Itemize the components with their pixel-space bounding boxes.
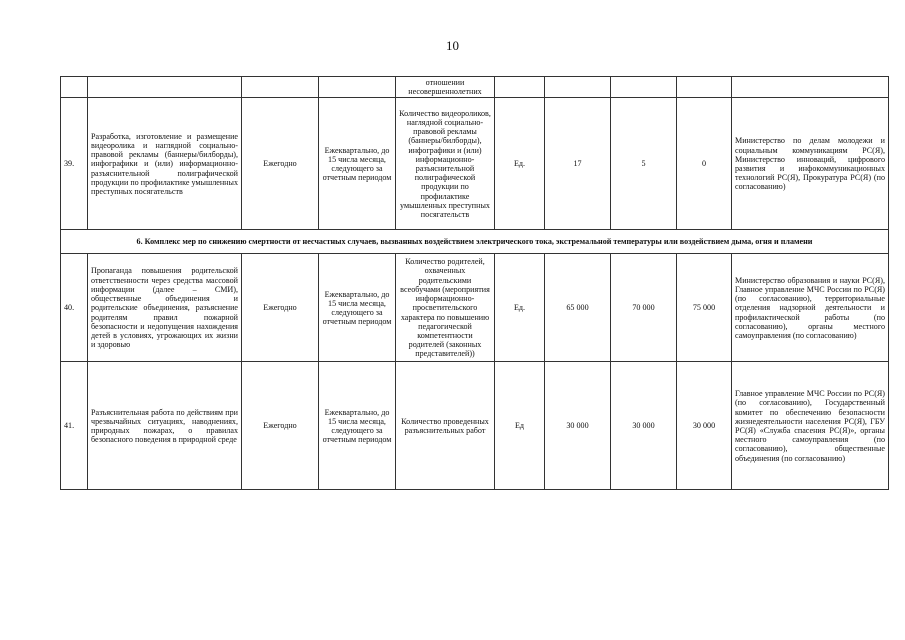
cell-resp [732, 77, 889, 98]
cell-indicator: Количество видеороликов, наглядной социально-правовой рекламы (баннеры/билборды), инфографики и (или) информационно-разъяснительной полиграфической продукции по профилактике умышленных преступных посягательств [396, 98, 495, 230]
cell-v2 [611, 77, 677, 98]
cell-report [319, 77, 396, 98]
cell-num [61, 77, 88, 98]
cell-indicator: Количество проведенных разъяснительных работ [396, 362, 495, 490]
cell-period: Ежегодно [242, 254, 319, 362]
cell-indicator: отношении несовершеннолетних [396, 77, 495, 98]
cell-num: 39. [61, 98, 88, 230]
cell-num: 40. [61, 254, 88, 362]
table-row-40 [61, 254, 889, 362]
cell-resp: Министерство образования и науки РС(Я), Главное управление МЧС России по РС(Я) (по согласованию), территориальные отделения надзорной деятельности и профилактической работы (по согласованию), органы местного самоуправления (по согласованию) [732, 254, 889, 362]
cell-desc: Разъяснительная работа по действиям при чрезвычайных ситуациях, наводнениях, природных пожарах, о правилах безопасного поведения в природной среде [88, 362, 242, 490]
cell-v1 [545, 77, 611, 98]
cell-v1: 30 000 [545, 362, 611, 490]
cell-v2: 5 [611, 98, 677, 230]
cell-unit: Ед [495, 362, 545, 490]
cell-v1: 65 000 [545, 254, 611, 362]
cell-desc [88, 77, 242, 98]
cell-report: Ежеквартально, до 15 числа месяца, следующего за отчетным периодом [319, 362, 396, 490]
cell-v3 [677, 77, 732, 98]
cell-indicator: Количество родителей, охваченных родительскими всеобучами (мероприятия информационно-просветительского характера по повышению педагогической компетентности родителей (законных представителей)) [396, 254, 495, 362]
page-number: 10 [446, 38, 459, 53]
cell-report: Ежеквартально, до 15 числа месяца, следующего за отчетным периодом [319, 98, 396, 230]
cell-v3: 75 000 [677, 254, 732, 362]
cell-unit [495, 77, 545, 98]
table-row-41 [61, 362, 889, 490]
cell-period: Ежегодно [242, 362, 319, 490]
cell-period [242, 77, 319, 98]
section-heading: 6. Комплекс мер по снижению смертности от несчастных случаев, вызванных воздействием электрического тока, экстремальной температуры или воздействием дыма, огня и пламени [61, 230, 889, 254]
cell-num: 41. [61, 362, 88, 490]
cell-v1: 17 [545, 98, 611, 230]
cell-report: Ежеквартально, до 15 числа месяца, следующего за отчетным периодом [319, 254, 396, 362]
cell-resp: Министерство по делам молодежи и социальным коммуникациям РС(Я), Министерство инноваций, цифрового развития и инфокоммуникационных технологий РС(Я), Прокуратура РС(Я) (по согласованию) [732, 98, 889, 230]
cell-v2: 30 000 [611, 362, 677, 490]
measures-table [60, 76, 889, 490]
cell-desc: Пропаганда повышения родительской ответственности через средства массовой информации (далее – СМИ), общественные объединения и родительские объединения, разъяснение родителям правил пожарной безопасности и недопущения нахождения детей в условиях, угрожающих их жизни и здоровью [88, 254, 242, 362]
table-row-39 [61, 98, 889, 230]
cell-unit: Ед. [495, 254, 545, 362]
cell-v3: 0 [677, 98, 732, 230]
cell-unit: Ед. [495, 98, 545, 230]
cell-desc: Разработка, изготовление и размещение видеоролика и наглядной социально-правовой рекламы (баннеры/билборды), инфографики и (или) информационно-разъяснительной полиграфической продукции по профилактике умышленных преступных посягательств [88, 98, 242, 230]
cell-v3: 30 000 [677, 362, 732, 490]
cell-period: Ежегодно [242, 98, 319, 230]
section-heading-row [61, 230, 889, 254]
cell-v2: 70 000 [611, 254, 677, 362]
cell-resp: Главное управление МЧС России по РС(Я) (по согласованию), Государственный комитет по обеспечению безопасности жизнедеятельности населения РС(Я), ГБУ РС(Я) «Служба спасения РС(Я)», органы местного самоуправления (по согласованию), общественные объединения (по согласованию) [732, 362, 889, 490]
table-row-continuation [61, 77, 889, 98]
